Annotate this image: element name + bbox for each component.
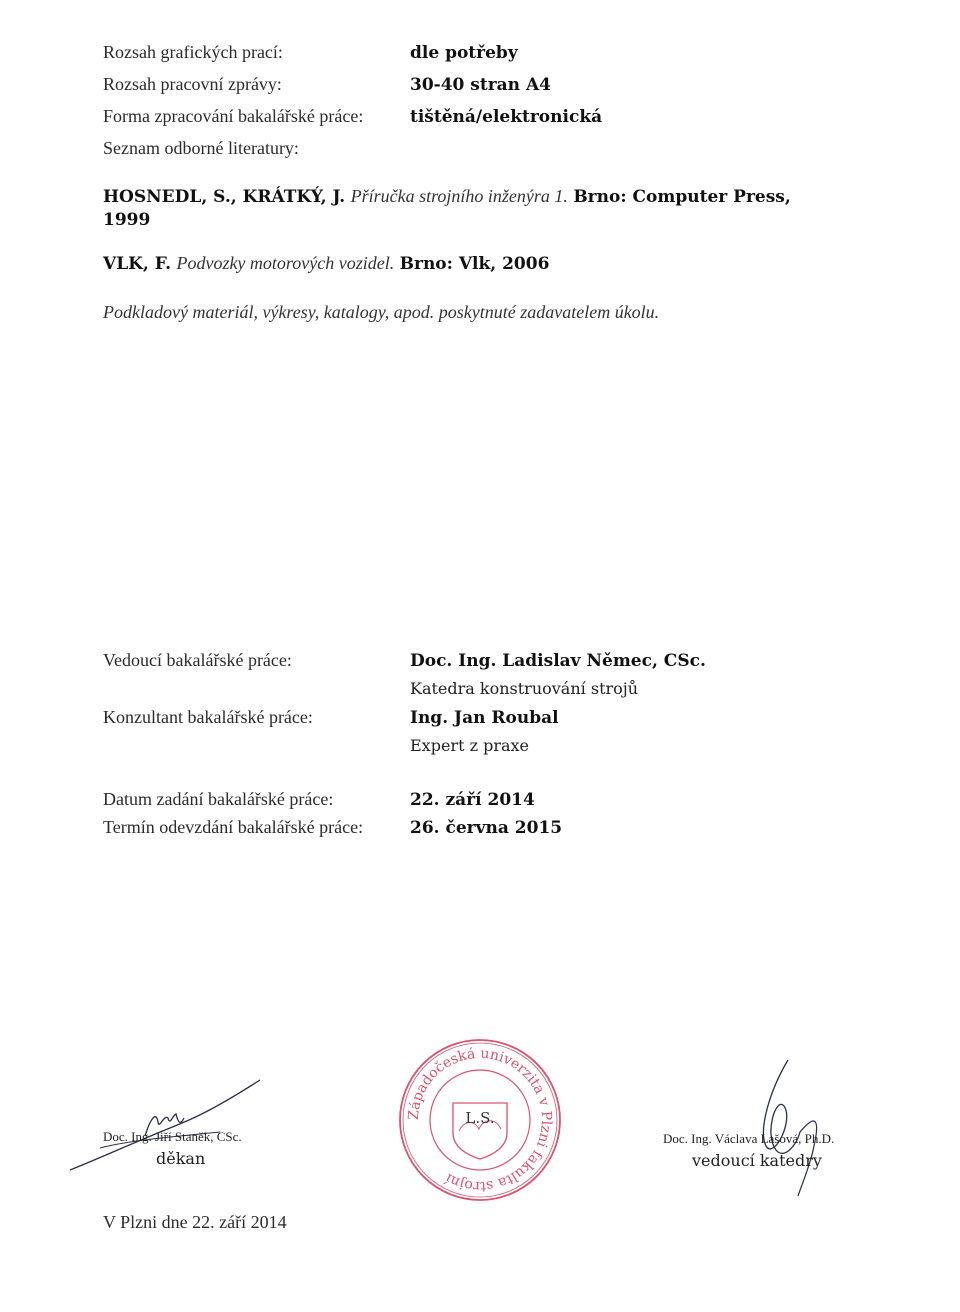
- head-signature: [740, 1050, 850, 1200]
- reference-2-authors: VLK, F.: [103, 254, 172, 274]
- reference-1-title: Příručka strojního inženýra 1.: [350, 186, 568, 206]
- reference-2-publisher: Brno: Vlk, 2006: [399, 254, 550, 274]
- deadline-label: Termín odevzdání bakalářské práce:: [103, 817, 364, 837]
- report-scope-label: Rozsah pracovní zprávy:: [103, 74, 282, 94]
- reference-1: [103, 186, 791, 207]
- consultant-name: Ing. Jan Roubal: [410, 708, 559, 728]
- deadline-value: 26. června 2015: [410, 818, 563, 838]
- assigned-date-label: Datum zadání bakalářské práce:: [103, 789, 334, 809]
- head-name: Doc. Ing. Václava Lašová, Ph.D.: [663, 1131, 835, 1146]
- dean-name: Doc. Ing. Jiří Staněk, CSc.: [103, 1129, 242, 1144]
- reference-1-publisher: Brno: Computer Press,: [573, 187, 791, 207]
- literature-label: Seznam odborné literatury:: [103, 138, 299, 158]
- supervisor-label: Vedoucí bakalářské práce:: [103, 650, 292, 670]
- form-label: Forma zpracování bakalářské práce:: [103, 106, 364, 126]
- stamp-center-text: L.S.: [465, 1109, 495, 1127]
- reference-1-year: [103, 210, 150, 230]
- place-date: V Plzni dne 22. září 2014: [103, 1212, 287, 1232]
- consultant-label: Konzultant bakalářské práce:: [103, 707, 313, 727]
- reference-1-authors: HOSNEDL, S., KRÁTKÝ, J.: [103, 187, 346, 207]
- consultant-organization: Expert z praxe: [410, 736, 530, 755]
- supervisor-department: Katedra konstruování strojů: [410, 679, 639, 698]
- reference-2-title: Podvozky motorových vozidel.: [176, 253, 395, 273]
- graphics-scope-label: Rozsah grafických prací:: [103, 42, 283, 62]
- head-role: vedoucí katedry: [692, 1151, 822, 1170]
- stamp-ring-text: Západočeská univerzita v Plzni fakulta strojní: [405, 1045, 555, 1195]
- reference-3: Podkladový materiál, výkresy, katalogy, apod. poskytnuté zadavatelem úkolu.: [103, 302, 660, 322]
- assigned-date-value: 22. září 2014: [410, 790, 535, 810]
- reference-1-year-text: 1999: [103, 210, 151, 230]
- graphics-scope-value: dle potřeby: [410, 43, 518, 63]
- reference-2: [103, 253, 549, 274]
- form-value: tištěná/elektronická: [410, 107, 603, 127]
- report-scope-value: 30-40 stran A4: [410, 75, 551, 95]
- university-stamp: [395, 1035, 565, 1205]
- supervisor-name: Doc. Ing. Ladislav Němec, CSc.: [410, 651, 706, 671]
- dean-role: děkan: [156, 1149, 206, 1168]
